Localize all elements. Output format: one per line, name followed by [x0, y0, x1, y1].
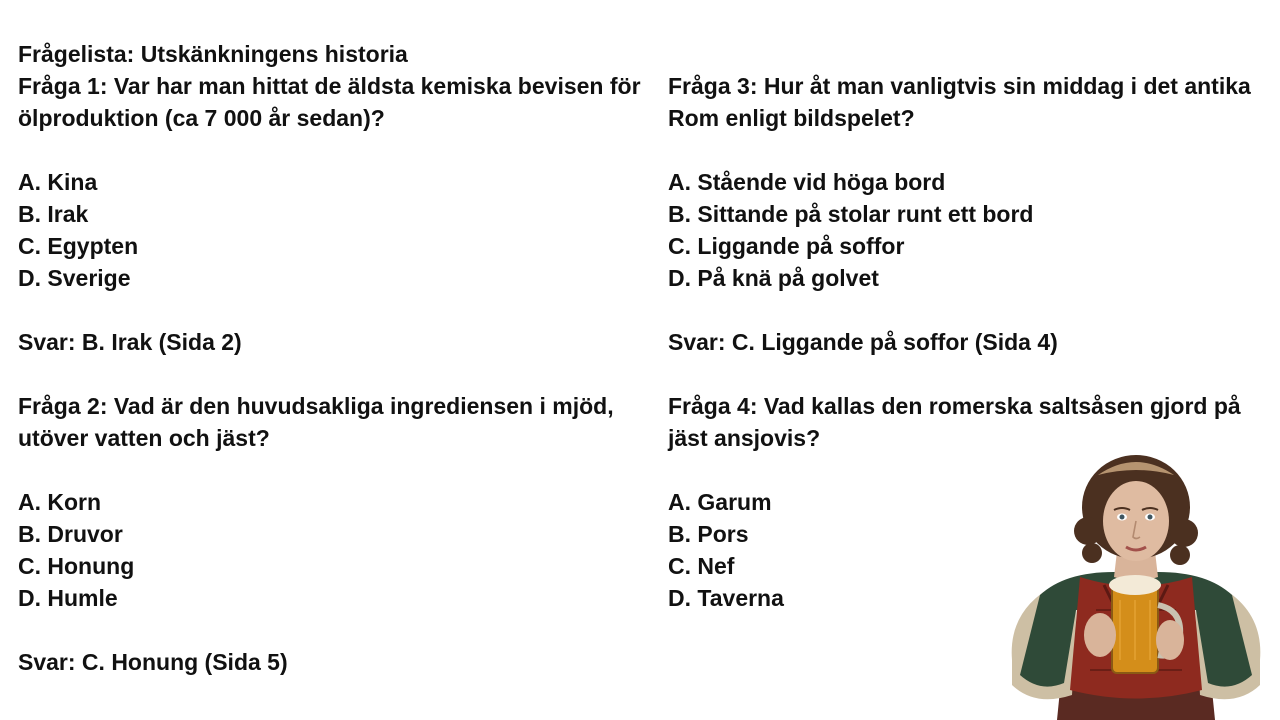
answer-option: D. På knä på golvet	[668, 265, 879, 291]
answer-key: Svar: C. Honung (Sida 5)	[18, 649, 288, 675]
answer-option: A. Stående vid höga bord	[668, 169, 946, 195]
answer-option: A. Kina	[18, 169, 98, 195]
column-left	[18, 70, 658, 678]
answer-option: C. Egypten	[18, 233, 139, 259]
answer-option: C. Nef	[668, 553, 735, 579]
answer-option: B. Pors	[668, 521, 749, 547]
answer-option: B. Irak	[18, 201, 89, 227]
question-block-1	[18, 70, 658, 358]
question-block-3	[668, 70, 1268, 358]
answer-key: Svar: C. Liggande på soffor (Sida 4)	[668, 329, 1058, 355]
question-text: Fråga 2: Vad är den huvudsakliga ingrediensen i mjöd,	[18, 393, 614, 419]
question-text: Fråga 3: Hur åt man vanligtvis sin middag i det antika	[668, 73, 1251, 99]
answer-key: Svar: B. Irak (Sida 2)	[18, 329, 242, 355]
question-text: ölproduktion (ca 7 000 år sedan)?	[18, 105, 385, 131]
answer-option: C. Liggande på soffor	[668, 233, 905, 259]
answer-option: C. Honung	[18, 553, 135, 579]
answer-option: D. Humle	[18, 585, 118, 611]
question-text: jäst ansjovis?	[668, 425, 821, 451]
answer-option: D. Taverna	[668, 585, 784, 611]
question-text: Rom enligt bildspelet?	[668, 105, 915, 131]
question-text: utöver vatten och jäst?	[18, 425, 270, 451]
woman-with-beer-illustration	[1000, 445, 1272, 720]
answer-option: A. Garum	[668, 489, 772, 515]
answer-option: A. Korn	[18, 489, 102, 515]
answer-option: B. Sittande på stolar runt ett bord	[668, 201, 1034, 227]
answer-option: D. Sverige	[18, 265, 131, 291]
question-text: Fråga 1: Var har man hittat de äldsta kemiska bevisen för	[18, 73, 641, 99]
answer-option: B. Druvor	[18, 521, 123, 547]
question-text: Fråga 4: Vad kallas den romerska saltsåsen gjord på	[668, 393, 1241, 419]
page-title: Frågelista: Utskänkningens historia	[18, 41, 408, 67]
question-block-2	[18, 390, 658, 678]
